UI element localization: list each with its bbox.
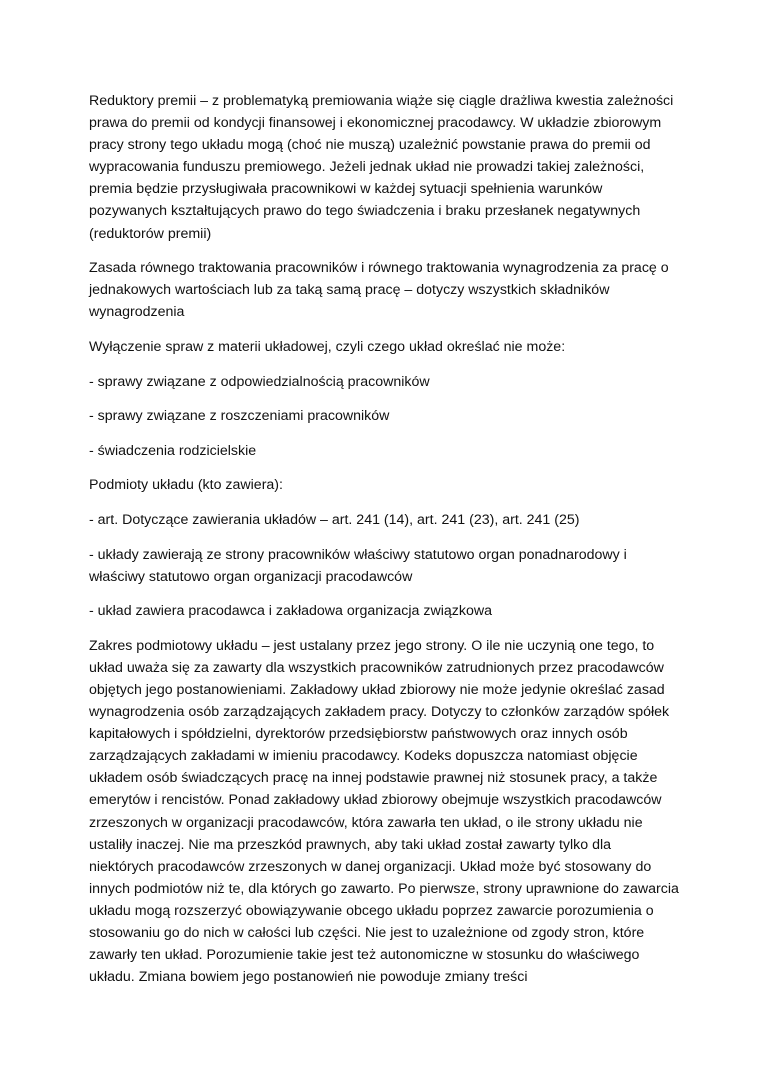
list-item-claims: - sprawy związane z roszczeniami pracowników: [89, 408, 390, 425]
paragraph-premium-reducers: Reduktory premii – z problematyką premiowania wiąże się ciągle drażliwa kwestia zależności prawa do premii od kondycji finansowej i ekonomicznej pracodawcy. W układzie zbiorowym pracy strony tego układu mogą (choć nie muszą) uzależnić powstanie prawa do premii od wypracowania funduszu premiowego. Jeżeli jednak układ nie prowadzi takiej zależności, premia będzie przysługiwała pracownikowi w każdej sytuacji spełnienia warunków pozywanych kształtujących prawo do tego świadczenia i braku przesłanek negatywnych (reduktorów premii): [89, 93, 674, 242]
paragraph-exclusions-heading: Wyłączenie spraw z materii układowej, czyli czego układ określać nie może:: [89, 338, 566, 355]
paragraph-parties-heading: Podmioty układu (kto zawiera):: [89, 477, 283, 494]
list-item-liability: - sprawy związane z odpowiedzialnością pracowników: [89, 373, 430, 390]
list-item-supra-company: - układy zawierają ze strony pracowników właściwy statutowo organ ponadnarodowy i właściwy statutowo organ organizacji pracodawców: [89, 546, 627, 585]
document-page: [89, 90, 679, 1001]
paragraph-equal-treatment: Zasada równego traktowania pracowników i równego traktowania wynagrodzenia za pracę o jednakowych wartościach lub za taką samą pracę – dotyczy wszystkich składników wynagrodzenia: [89, 260, 669, 321]
list-item-articles: - art. Dotyczące zawierania układów – art. 241 (14), art. 241 (23), art. 241 (25): [89, 511, 580, 528]
list-item-parental-benefits: - świadczenia rodzicielskie: [89, 442, 257, 459]
list-item-company: - układ zawiera pracodawca i zakładowa organizacja związkowa: [89, 603, 492, 620]
paragraph-subjective-scope: Zakres podmiotowy układu – jest ustalany przez jego strony. O ile nie uczynią one tego, to układ uważa się za zawarty dla wszystkich pracowników zatrudnionych przez pracodawców objętych jego postanowieniami. Zakładowy układ zbiorowy nie może jedynie określać zasad wynagrodzenia osób zarządzających zakładem pracy. Dotyczy to członków zarządów spółek kapitałowych i spółdzielni, dyrektorów przedsiębiorstw państwowych oraz innych osób zarządzających zakładami w imieniu pracodawcy. Kodeks dopuszcza natomiast objęcie układem osób świadczących pracę na innej podstawie prawnej niż stosunek pracy, a także emerytów i rencistów. Ponad zakładowy układ zbiorowy obejmuje wszystkich pracodawców zrzeszonych w organizacji pracodawców, która zawarła ten układ, o ile strony układu nie ustaliły inaczej. Nie ma przeszkód prawnych, aby taki układ został zawarty tylko dla niektórych pracodawców zrzeszonych w danej organizacji. Układ może być stosowany do innych podmiotów niż te, dla których go zawarto. Po pierwsze, strony uprawnione do zawarcia układu mogą rozszerzyć obowiązywanie obcego układu poprzez zawarcie porozumienia o stosowaniu go do nich w całości lub części. Nie jest to uzależnione od zgody stron, które zawarły ten układ. Porozumienie takie jest też autonomiczne w stosunku do właściwego układu. Zmiana bowiem jego postanowień nie powoduje zmiany treści: [89, 637, 679, 986]
